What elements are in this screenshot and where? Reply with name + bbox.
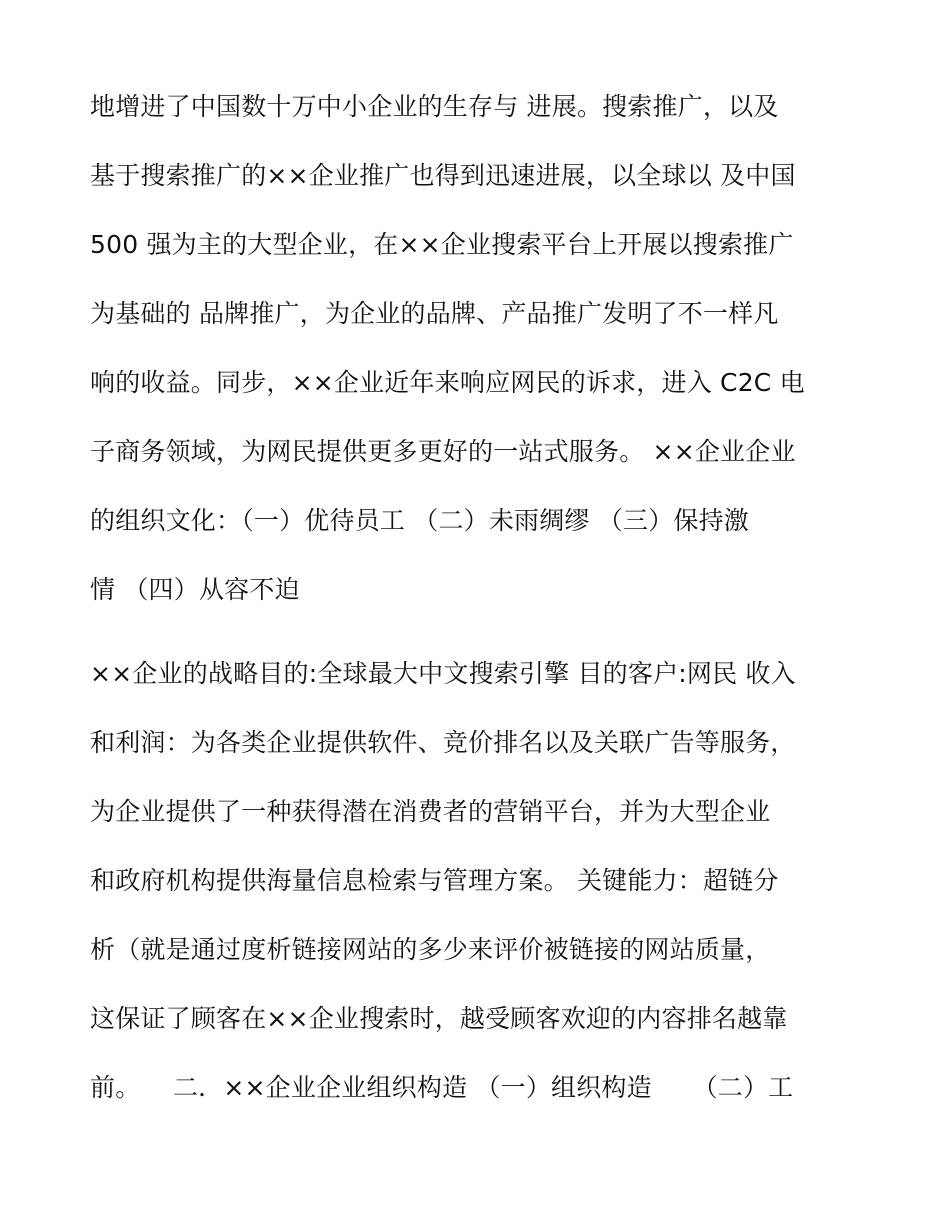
text-line-4: 为基础的 品牌推广，为企业的品牌、产品推广发明了不一样凡 (90, 299, 779, 328)
text-line-12: 和政府机构提供海量信息检索与管理方案。 关键能力：超链分 (90, 866, 779, 895)
text-line-15: 前。 二．××企业企业组织构造 （一）组织构造 （二）工 (90, 1073, 794, 1102)
text-line-13: 析（就是通过度析链接网站的多少来评价被链接的网站质量， (90, 935, 771, 964)
text-line-11: 为企业提供了一种获得潜在消费者的营销平台，并为大型企业 (90, 797, 771, 826)
text-line-9: ××企业的战略目的:全球最大中文搜索引擎 目的客户:网民 收入 (90, 659, 796, 688)
text-line-7: 的组织文化：（一）优待员工 （二）未雨绸缪 （三）保持激 (90, 506, 749, 535)
text-line-8: 情 （四）从容不迫 (90, 575, 300, 604)
text-line-6: 子商务领域，为网民提供更多更好的一站式服务。 ××企业企业 (90, 437, 796, 466)
text-line-5: 响的收益。同步，××企业近年来响应网民的诉求，进入 C2C 电 (90, 368, 805, 397)
text-line-14: 这保证了顾客在××企业搜索时，越受顾客欢迎的内容排名越靠 (90, 1004, 788, 1033)
text-line-10: 和利润：为各类企业提供软件、竞价排名以及关联广告等服务， (90, 728, 796, 757)
text-line-2: 基于搜索推广的××企业推广也得到迅速进展，以全球以 及中国 (90, 161, 796, 190)
text-line-1: 地增进了中国数十万中小企业的生存与 进展。搜索推广，以及 (90, 92, 779, 121)
text-line-3: 500 强为主的大型企业，在××企业搜索平台上开展以搜索推广 (90, 230, 794, 259)
